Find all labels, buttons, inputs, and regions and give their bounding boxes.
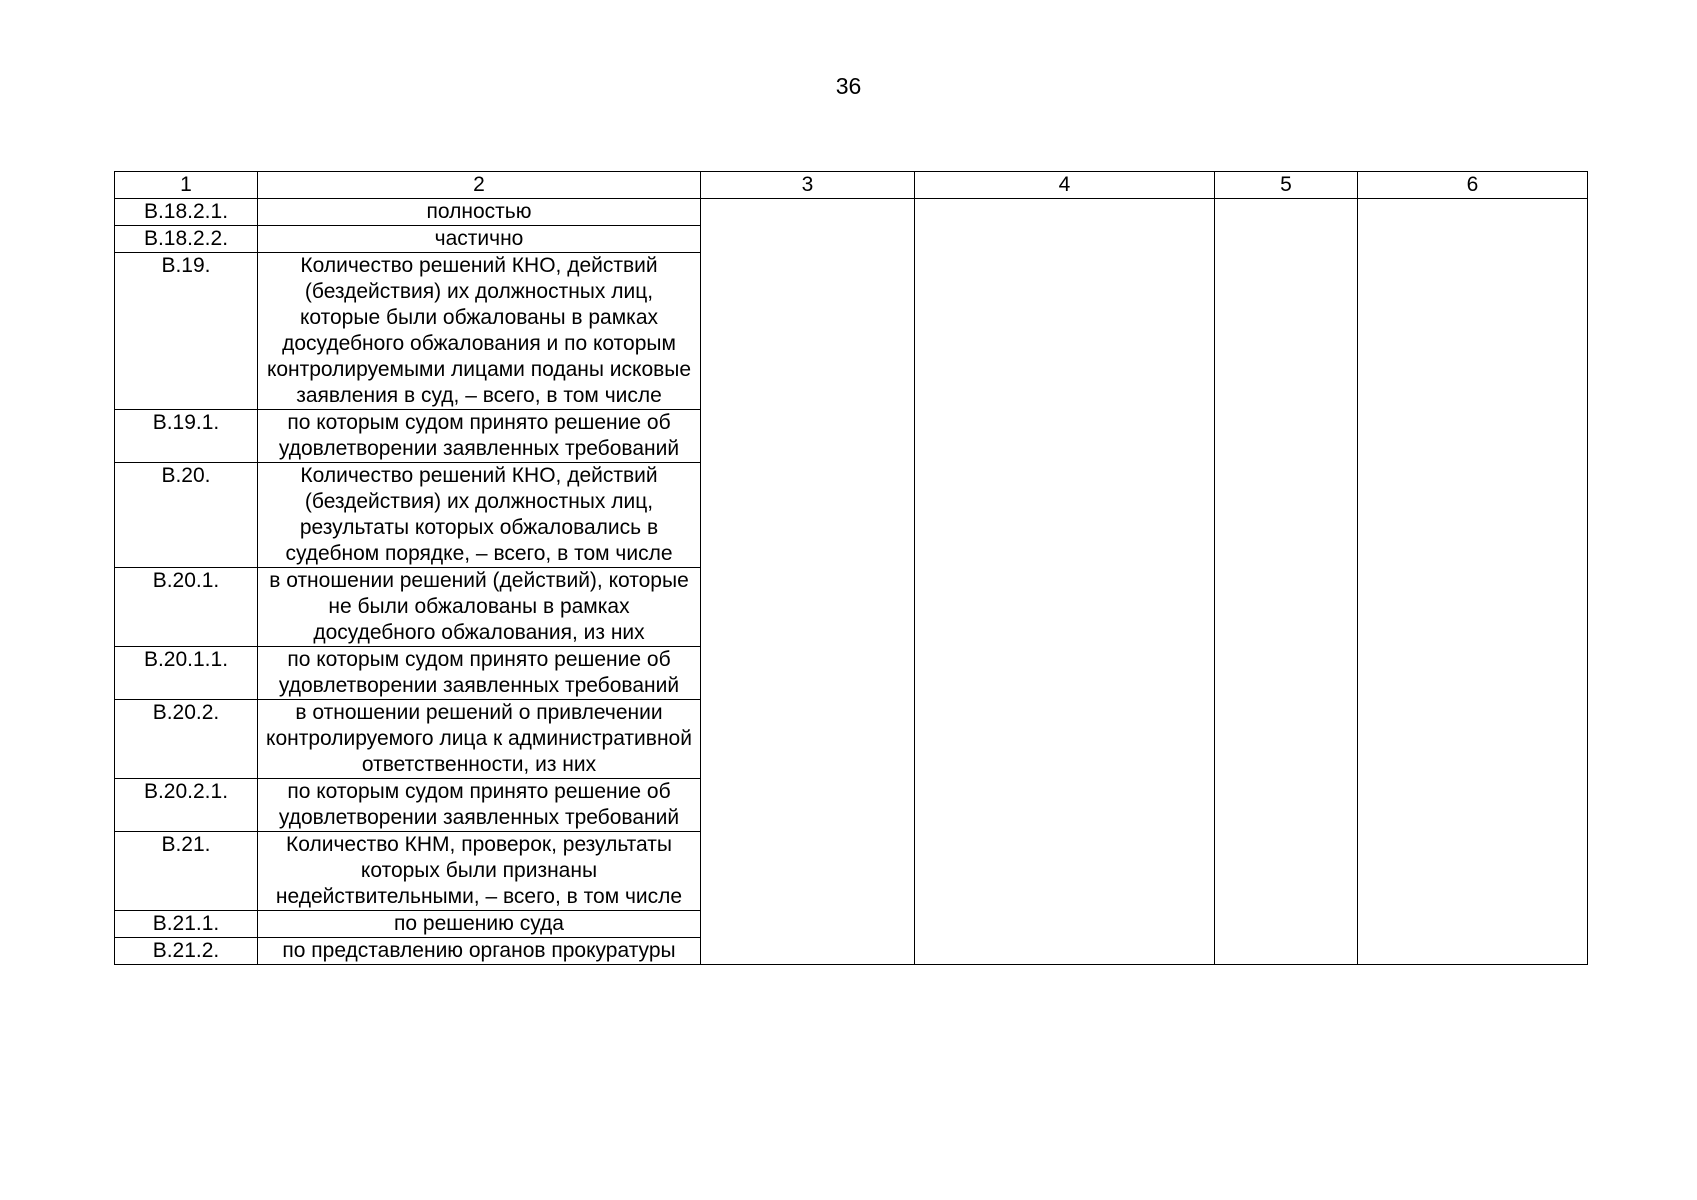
empty-column-6 <box>1358 199 1588 965</box>
column-header-1: 1 <box>115 172 258 199</box>
row-code-cell: В.20. <box>115 463 258 568</box>
column-header-6: 6 <box>1358 172 1588 199</box>
data-table <box>114 171 1588 965</box>
row-code-cell: В.18.2.2. <box>115 226 258 253</box>
row-description-cell: Количество КНМ, проверок, результаты которых были признаны недействительными, – всего, в том числе <box>258 832 701 911</box>
row-description-cell: Количество решений КНО, действий (бездействия) их должностных лиц, которые были обжалованы в рамках досудебного обжалования и по которым контролируемыми лицами поданы исковые заявления в суд, – всего, в том числе <box>258 253 701 410</box>
empty-column-3 <box>701 199 915 965</box>
row-code-cell: В.19. <box>115 253 258 410</box>
row-description-cell: по представлению органов прокуратуры <box>258 938 701 965</box>
row-description-cell: по которым судом принято решение об удовлетворении заявленных требований <box>258 779 701 832</box>
table-header-row <box>115 172 1588 199</box>
empty-column-4 <box>915 199 1215 965</box>
column-header-3: 3 <box>701 172 915 199</box>
row-description-cell: в отношении решений (действий), которые не были обжалованы в рамках досудебного обжалования, из них <box>258 568 701 647</box>
row-code-cell: В.21.1. <box>115 911 258 938</box>
row-code-cell: В.21. <box>115 832 258 911</box>
table-row <box>115 199 1588 226</box>
row-description-cell: полностью <box>258 199 701 226</box>
column-header-4: 4 <box>915 172 1215 199</box>
row-description-cell: в отношении решений о привлечении контролируемого лица к административной ответственности, из них <box>258 700 701 779</box>
page-number: 36 <box>835 73 862 99</box>
row-description-cell: по решению суда <box>258 911 701 938</box>
row-code-cell: В.20.1. <box>115 568 258 647</box>
column-header-5: 5 <box>1215 172 1358 199</box>
row-description-cell: по которым судом принято решение об удовлетворении заявленных требований <box>258 410 701 463</box>
row-code-cell: В.20.1.1. <box>115 647 258 700</box>
column-header-2: 2 <box>258 172 701 199</box>
empty-column-5 <box>1215 199 1358 965</box>
row-code-cell: В.19.1. <box>115 410 258 463</box>
row-code-cell: В.18.2.1. <box>115 199 258 226</box>
row-description-cell: частично <box>258 226 701 253</box>
row-code-cell: В.20.2.1. <box>115 779 258 832</box>
row-description-cell: Количество решений КНО, действий (бездействия) их должностных лиц, результаты которых обжаловались в судебном порядке, – всего, в том числе <box>258 463 701 568</box>
row-description-cell: по которым судом принято решение об удовлетворении заявленных требований <box>258 647 701 700</box>
row-code-cell: В.20.2. <box>115 700 258 779</box>
row-code-cell: В.21.2. <box>115 938 258 965</box>
